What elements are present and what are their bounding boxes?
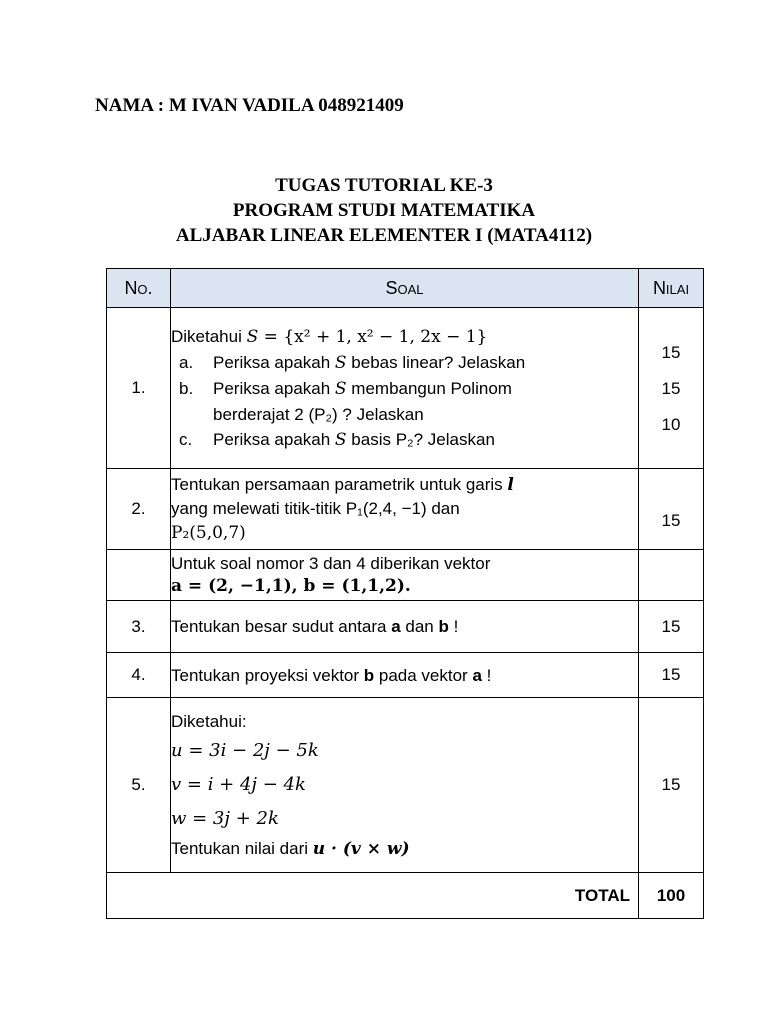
header-no: No.: [107, 269, 171, 308]
q5-score: 15: [639, 698, 704, 873]
q5-text: [171, 698, 639, 873]
info-line-2: a = (2, −1,1), b = (1,1,2).: [171, 576, 411, 596]
q2-number: 2.: [107, 469, 171, 550]
q4-pre: Tentukan proyeksi vektor: [171, 665, 364, 685]
total-label: TOTAL: [107, 873, 639, 919]
q3-post: !: [448, 617, 459, 636]
q1a-var: S: [334, 352, 347, 373]
info-text: [171, 550, 639, 601]
q1b-var: S: [334, 378, 347, 399]
q1-set-lhs: S: [246, 326, 259, 347]
q1b-post: membangun Polinom: [346, 378, 512, 398]
q1c-var: S: [334, 429, 347, 450]
q2-line-2: yang melewati titik-titik P₁(2,4, −1) dan: [171, 499, 460, 518]
header-soal: Soal: [171, 269, 639, 308]
q1a-pre: Periksa apakah: [213, 352, 335, 372]
table-row: [107, 469, 704, 550]
q1a-label: a.: [179, 352, 194, 372]
q1a-post: bebas linear? Jelaskan: [346, 352, 526, 372]
q3-vector-a: a: [391, 617, 401, 636]
q4-number: 4.: [107, 653, 171, 698]
q5-ask-pre: Tentukan nilai dari: [171, 838, 313, 858]
q1-set-rhs: = {x² + 1, x² − 1, 2x − 1}: [258, 326, 488, 347]
table-row: [107, 698, 704, 873]
q5-eq-w: w = 3j + 2k: [171, 807, 279, 829]
q2-line-3: P₂(5,0,7): [171, 523, 246, 543]
q5-ask-expr: u · (v × w): [312, 838, 410, 859]
q1b-label: b.: [179, 378, 194, 398]
info-line-1: Untuk soal nomor 3 dan 4 diberikan vektor: [171, 554, 491, 573]
q2-line-var: l: [507, 475, 514, 495]
header-nilai: Nilai: [639, 269, 704, 308]
table-row: [107, 653, 704, 698]
total-value: 100: [639, 873, 704, 919]
q2-score: 15: [639, 469, 704, 550]
table-row: [107, 308, 704, 469]
q1-item-c: [171, 427, 638, 453]
q1b-score: 15: [661, 379, 681, 398]
q3-text: [171, 601, 639, 653]
q3-pre: Tentukan besar sudut antara: [171, 617, 392, 636]
q4-score: 15: [639, 653, 704, 698]
q1-scores: [639, 308, 704, 469]
assignment-heading: [0, 173, 768, 248]
q5-number: 5.: [107, 698, 171, 873]
table-row: [107, 550, 704, 601]
q3-mid: dan: [400, 617, 439, 636]
q1-item-b: [171, 376, 638, 402]
assignment-table: [106, 268, 704, 919]
table-header-row: [107, 269, 704, 308]
q1c-score: 10: [661, 415, 681, 434]
q1b-continuation: berderajat 2 (P₂) ? Jelaskan: [213, 404, 424, 424]
q5-eq-u: u = 3i − 2j − 5k: [171, 739, 319, 761]
q5-intro: Diketahui:: [171, 711, 247, 731]
info-no-cell: [107, 550, 171, 601]
q4-vector-a: a: [472, 665, 482, 685]
heading-line-1: TUGAS TUTORIAL KE-3: [275, 175, 493, 196]
q1b-pre: Periksa apakah: [213, 378, 335, 398]
heading-line-2: PROGRAM STUDI MATEMATIKA: [232, 200, 536, 221]
q4-text: [171, 653, 639, 698]
q4-mid: pada vektor: [374, 665, 473, 685]
q4-vector-b: b: [363, 665, 375, 685]
q4-post: !: [481, 665, 492, 685]
q3-vector-b: b: [438, 617, 449, 636]
q1a-score: 15: [661, 343, 681, 362]
q5-eq-v: v = i + 4j − 4k: [171, 773, 306, 795]
q1-number: 1.: [107, 308, 171, 469]
q1-item-a: [171, 350, 638, 376]
info-nilai-cell: [639, 550, 704, 601]
q1-text: [171, 308, 639, 469]
q1-intro: Diketahui: [171, 326, 242, 346]
q2-text: [171, 469, 639, 550]
q2-line-1: Tentukan persamaan parametrik untuk garis: [171, 475, 508, 494]
q3-number: 3.: [107, 601, 171, 653]
q1c-post: basis P₂? Jelaskan: [346, 429, 495, 449]
heading-line-3: ALJABAR LINEAR ELEMENTER I (MATA4112): [175, 225, 593, 246]
q1c-label: c.: [179, 429, 193, 449]
q1c-pre: Periksa apakah: [213, 429, 335, 449]
student-name-line: NAMA : M IVAN VADILA 048921409: [95, 95, 404, 116]
q3-score: 15: [639, 601, 704, 653]
table-total-row: [107, 873, 704, 919]
table-row: [107, 601, 704, 653]
